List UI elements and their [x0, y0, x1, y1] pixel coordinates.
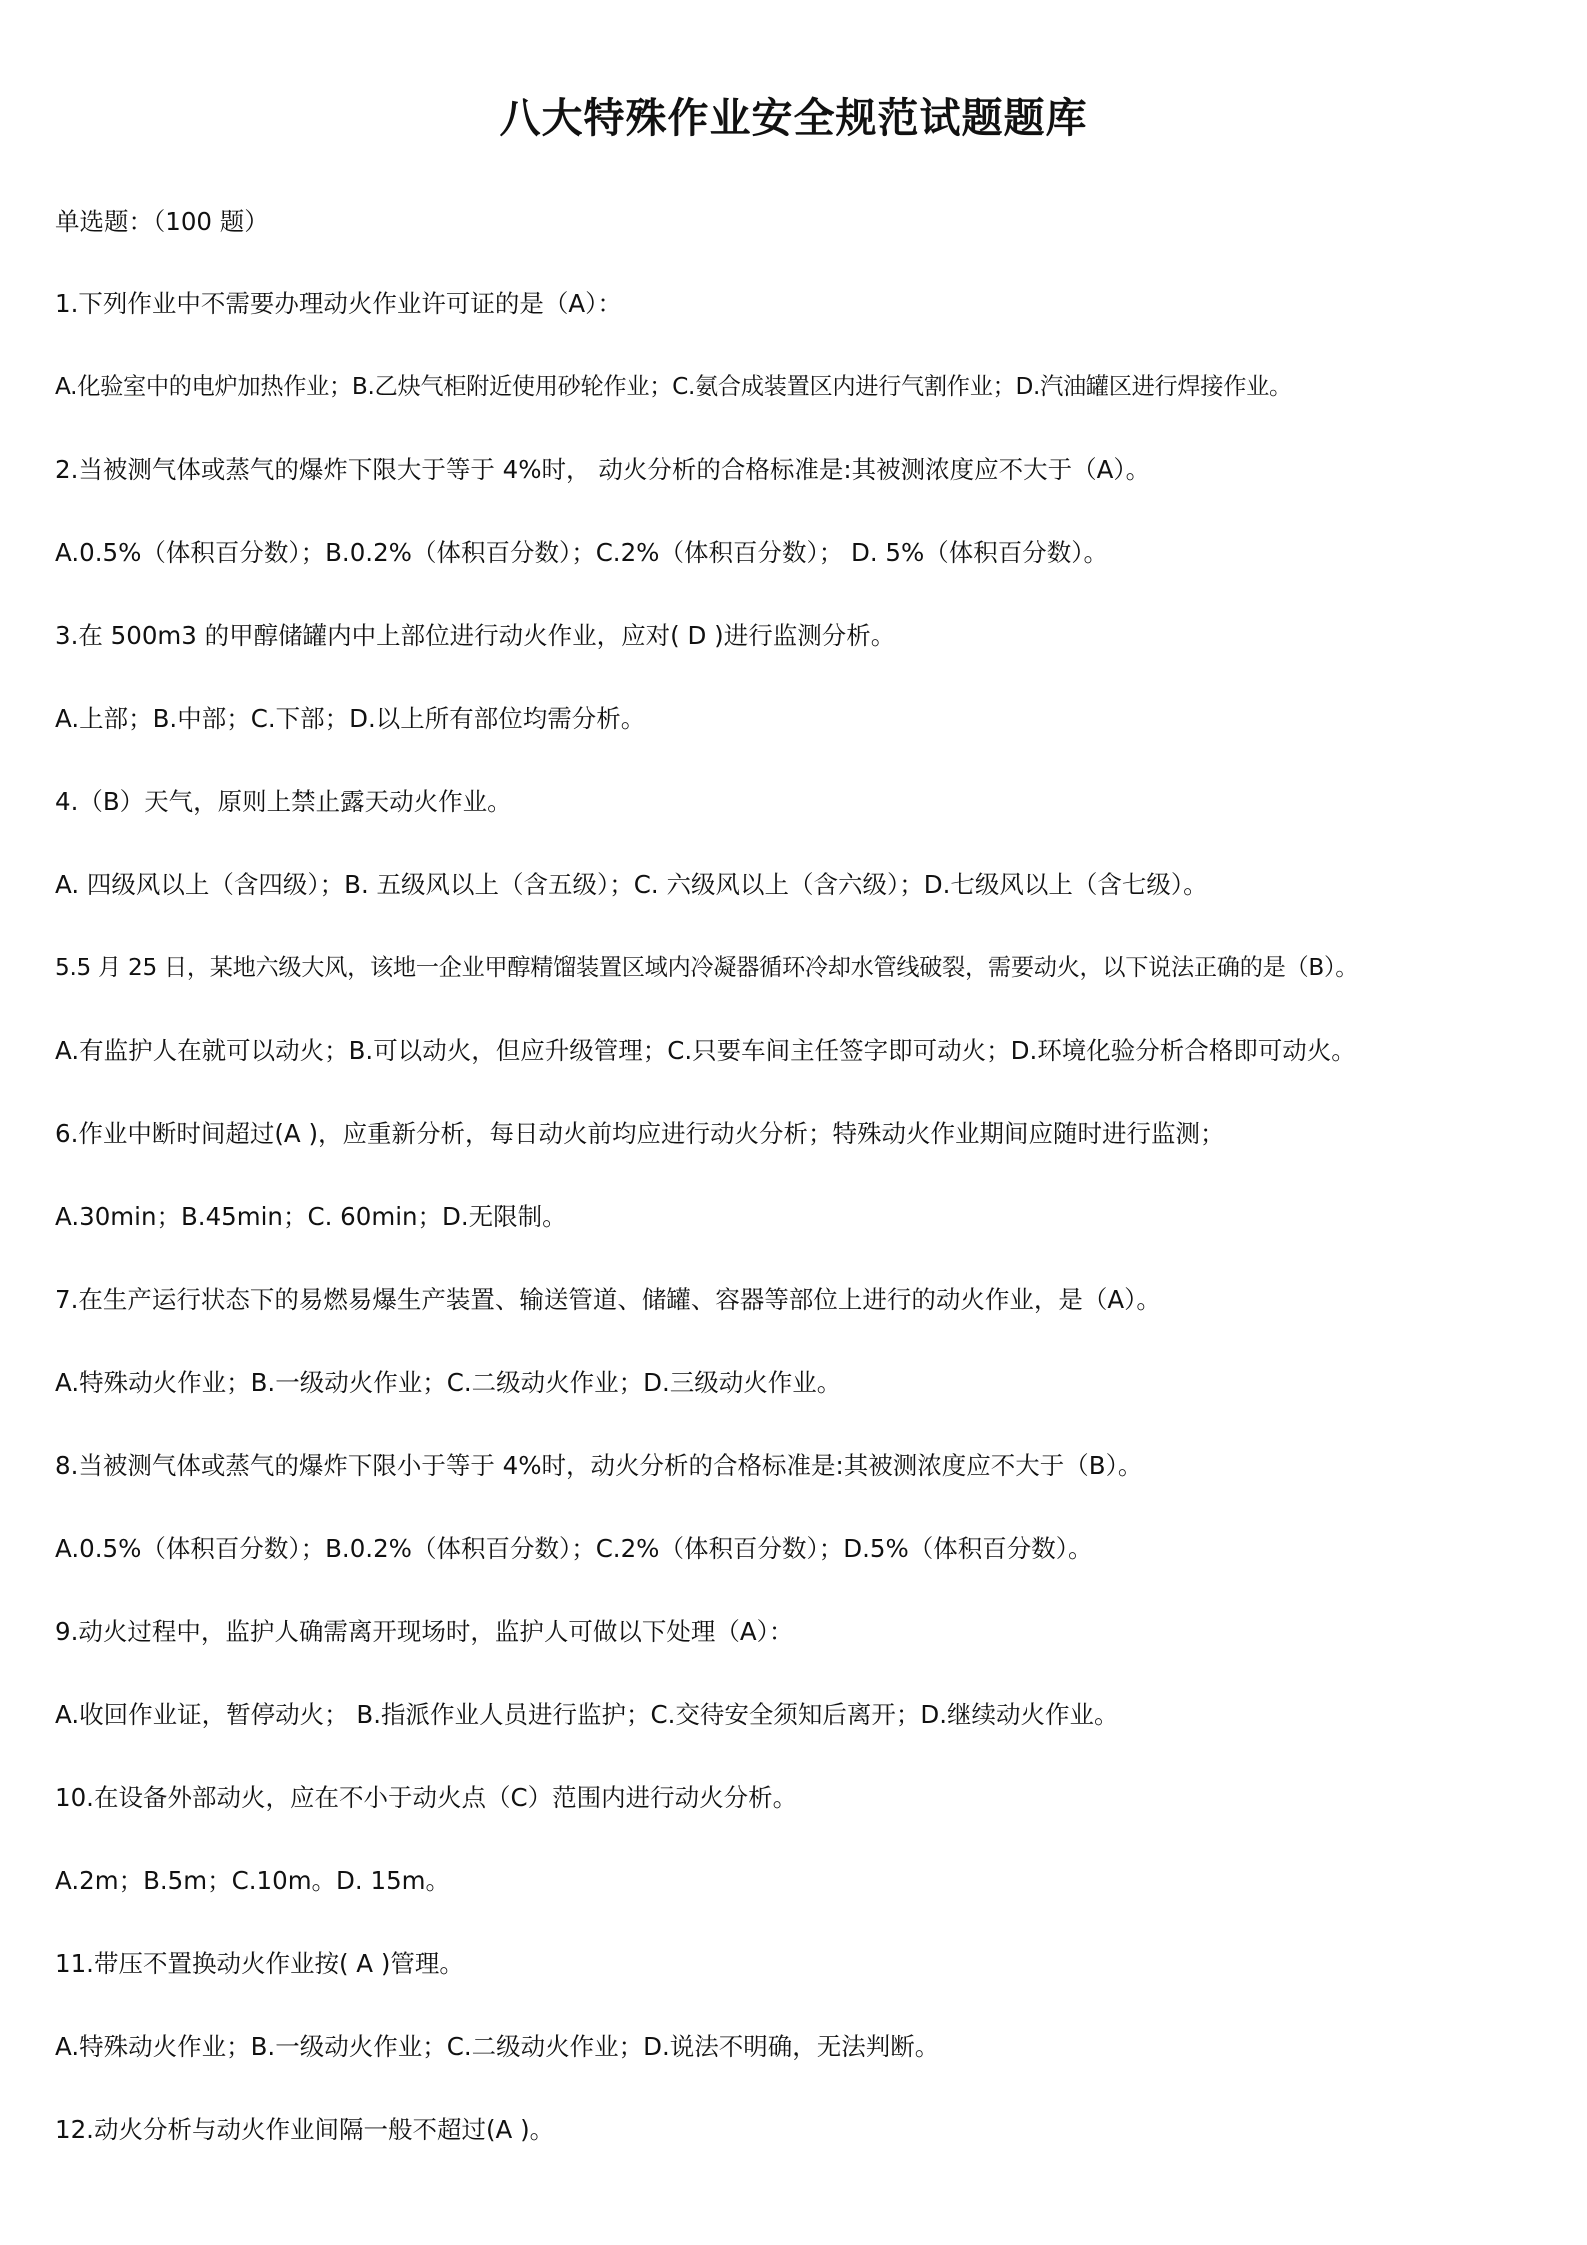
question-4: 4.（B）天气，原则上禁止露天动火作业。	[55, 787, 512, 816]
options-9: A.收回作业证，暂停动火； B.指派作业人员进行监护；C.交待安全须知后离开；D.继续动火作业。	[55, 1700, 1119, 1729]
options-3: A.上部；B.中部；C.下部；D.以上所有部位均需分析。	[55, 704, 646, 733]
question-9: 9.动火过程中，监护人确需离开现场时，监护人可做以下处理（A）：	[55, 1617, 794, 1646]
options-2: A.0.5%（体积百分数）；B.0.2%（体积百分数）；C.2%（体积百分数）； D. 5%（体积百分数）。	[55, 538, 1109, 567]
question-12: 12.动火分析与动火作业间隔一般不超过(A )。	[55, 2115, 555, 2144]
options-7: A.特殊动火作业；B.一级动火作业；C.二级动火作业；D.三级动火作业。	[55, 1368, 842, 1397]
question-5: 5.5 月 25 日，某地六级大风，该地一企业甲醇精馏装置区域内冷凝器循环冷却水管线破裂，需要动火，以下说法正确的是（B）。	[55, 954, 1359, 981]
question-8: 8.当被测气体或蒸气的爆炸下限小于等于 4%时，动火分析的合格标准是:其被测浓度应不大于（B）。	[55, 1451, 1143, 1480]
document-title: 八大特殊作业安全规范试题题库	[499, 94, 1088, 142]
section-heading: 单选题：（100 题）	[55, 207, 269, 236]
options-6: A.30min；B.45min；C. 60min；D.无限制。	[55, 1202, 567, 1231]
question-2: 2.当被测气体或蒸气的爆炸下限大于等于 4%时， 动火分析的合格标准是:其被测浓度应不大于（A）。	[55, 455, 1151, 484]
options-8: A.0.5%（体积百分数）；B.0.2%（体积百分数）；C.2%（体积百分数）；D.5%（体积百分数）。	[55, 1534, 1093, 1563]
options-11: A.特殊动火作业；B.一级动火作业；C.二级动火作业；D.说法不明确，无法判断。	[55, 2032, 940, 2061]
question-7: 7.在生产运行状态下的易燃易爆生产装置、输送管道、储罐、容器等部位上进行的动火作业，是（A）。	[55, 1285, 1161, 1314]
options-10: A.2m；B.5m；C.10m。D. 15m。	[55, 1866, 451, 1895]
options-5: A.有监护人在就可以动火；B.可以动火，但应升级管理；C.只要车间主任签字即可动火；D.环境化验分析合格即可动火。	[55, 1036, 1356, 1065]
question-6: 6.作业中断时间超过(A )，应重新分析，每日动火前均应进行动火分析；特殊动火作业期间应随时进行监测；	[55, 1119, 1225, 1148]
question-10: 10.在设备外部动火，应在不小于动火点（C）范围内进行动火分析。	[55, 1783, 798, 1812]
options-1: A.化验室中的电炉加热作业；B.乙炔气柜附近使用砂轮作业；C.氨合成装置区内进行气割作业；D.汽油罐区进行焊接作业。	[55, 373, 1292, 400]
question-11: 11.带压不置换动火作业按( A )管理。	[55, 1949, 464, 1978]
question-3: 3.在 500m3 的甲醇储罐内中上部位进行动火作业，应对( D )进行监测分析。	[55, 621, 896, 650]
options-4: A. 四级风以上（含四级）；B. 五级风以上（含五级）；C. 六级风以上（含六级）；D.七级风以上（含七级）。	[55, 870, 1208, 899]
question-1: 1.下列作业中不需要办理动火作业许可证的是（A）：	[55, 289, 622, 318]
